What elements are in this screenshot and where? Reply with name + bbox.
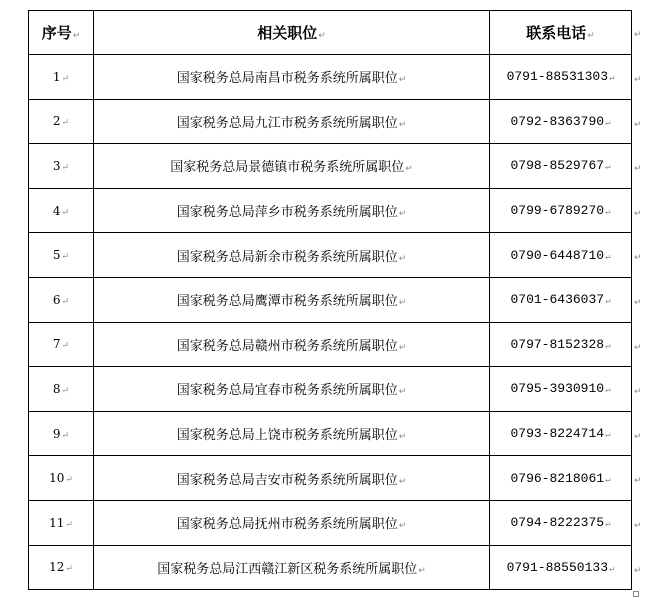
cell-position: 国家税务总局赣州市税务系统所属职位↵: [94, 322, 490, 367]
row-end-mark: ↵: [634, 208, 642, 219]
cell-end-mark: ↵: [61, 118, 70, 129]
cell-end-mark: ↵: [61, 385, 70, 396]
table-row: [29, 411, 632, 456]
cell-end-mark: ↵: [61, 341, 70, 352]
table-row: [29, 500, 632, 545]
table-row: [29, 188, 632, 233]
table-row: [29, 144, 632, 189]
cell-index: 10↵: [29, 456, 94, 501]
row-end-mark: ↵: [634, 476, 642, 487]
table-row: [29, 545, 632, 590]
cell-index: 3↵: [29, 144, 94, 189]
row-end-mark: ↵: [634, 298, 642, 308]
cell-phone: 0796-8218061↵: [490, 456, 632, 501]
cell-end-mark: ↵: [609, 563, 615, 574]
cell-end-mark: ↵: [398, 476, 407, 487]
cell-position: 国家税务总局吉安市税务系统所属职位↵: [94, 456, 490, 501]
table-row: [29, 322, 632, 367]
cell-end-mark: ↵: [398, 387, 407, 398]
cell-end-mark: ↵: [61, 207, 70, 218]
cell-index: 12↵: [29, 545, 94, 590]
cell-end-mark: ↵: [318, 31, 326, 41]
header-row: [29, 11, 632, 55]
table-row: [29, 55, 632, 100]
cell-position: 国家税务总局宜春市税务系统所属职位↵: [94, 367, 490, 412]
cell-index: 1↵: [29, 55, 94, 100]
cell-index: 2↵: [29, 99, 94, 144]
cell-end-mark: ↵: [605, 385, 611, 396]
cell-position: 国家税务总局江西赣江新区税务系统所属职位↵: [94, 545, 490, 590]
cell-end-mark: ↵: [61, 252, 70, 263]
cell-end-mark: ↵: [605, 207, 611, 218]
end-of-cell-box: [633, 591, 639, 597]
cell-end-mark: ↵: [398, 432, 407, 443]
table-row: [29, 99, 632, 144]
cell-end-mark: ↵: [398, 119, 407, 130]
cell-end-mark: ↵: [398, 209, 407, 220]
cell-end-mark: ↵: [605, 430, 611, 441]
row-end-mark: ↵: [634, 565, 642, 576]
row-end-mark: ↵: [634, 521, 642, 531]
row-end-mark: ↵: [634, 75, 642, 85]
cell-end-mark: ↵: [398, 253, 407, 264]
contact-table: [28, 10, 632, 590]
cell-index: 11↵: [29, 500, 94, 545]
cell-end-mark: ↵: [605, 117, 611, 128]
row-end-mark: ↵: [634, 431, 642, 442]
cell-end-mark: ↵: [609, 73, 615, 84]
header-index: 序号↵: [29, 11, 94, 55]
header-position: 相关职位↵: [94, 11, 490, 55]
cell-position: 国家税务总局景德镇市税务系统所属职位↵: [94, 144, 490, 189]
cell-end-mark: ↵: [61, 296, 70, 307]
cell-end-mark: ↵: [605, 296, 611, 307]
row-end-mark: ↵: [634, 387, 642, 398]
header-phone: 联系电话↵: [490, 11, 632, 55]
cell-end-mark: ↵: [398, 521, 407, 532]
cell-end-mark: ↵: [398, 298, 407, 309]
table-row: [29, 233, 632, 278]
cell-position: 国家税务总局九江市税务系统所属职位↵: [94, 99, 490, 144]
cell-end-mark: ↵: [418, 565, 426, 576]
cell-phone: 0793-8224714↵: [490, 411, 632, 456]
cell-end-mark: ↵: [65, 519, 73, 530]
row-end-mark: ↵: [634, 253, 642, 264]
cell-phone: 0790-6448710↵: [490, 233, 632, 278]
cell-index: 6↵: [29, 277, 94, 322]
cell-index: 8↵: [29, 367, 94, 412]
cell-end-mark: ↵: [398, 75, 407, 86]
cell-index: 9↵: [29, 411, 94, 456]
cell-end-mark: ↵: [605, 519, 611, 530]
table-row: [29, 277, 632, 322]
cell-position: 国家税务总局南昌市税务系统所属职位↵: [94, 55, 490, 100]
table-row: [29, 367, 632, 412]
cell-phone: 0799-6789270↵: [490, 188, 632, 233]
cell-end-mark: ↵: [65, 475, 73, 486]
cell-end-mark: ↵: [605, 340, 611, 351]
cell-position: 国家税务总局新余市税务系统所属职位↵: [94, 233, 490, 278]
cell-phone: 0701-6436037↵: [490, 277, 632, 322]
cell-end-mark: ↵: [398, 342, 407, 353]
cell-phone: 0791-88550133↵: [490, 545, 632, 590]
cell-index: 5↵: [29, 233, 94, 278]
cell-index: 7↵: [29, 322, 94, 367]
cell-position: 国家税务总局鹰潭市税务系统所属职位↵: [94, 277, 490, 322]
cell-position: 国家税务总局上饶市税务系统所属职位↵: [94, 411, 490, 456]
cell-phone: 0795-3930910↵: [490, 367, 632, 412]
cell-phone: 0794-8222375↵: [490, 500, 632, 545]
cell-end-mark: ↵: [587, 31, 595, 41]
table-row: [29, 456, 632, 501]
cell-phone: 0792-8363790↵: [490, 99, 632, 144]
cell-phone: 0791-88531303↵: [490, 55, 632, 100]
cell-end-mark: ↵: [61, 430, 70, 441]
cell-end-mark: ↵: [61, 73, 70, 84]
cell-end-mark: ↵: [605, 474, 611, 485]
row-end-mark: ↵: [634, 342, 642, 353]
cell-phone: 0798-8529767↵: [490, 144, 632, 189]
cell-position: 国家税务总局抚州市税务系统所属职位↵: [94, 500, 490, 545]
row-end-mark: ↵: [634, 119, 642, 130]
cell-end-mark: ↵: [61, 162, 70, 173]
cell-end-mark: ↵: [605, 251, 611, 262]
cell-end-mark: ↵: [72, 31, 81, 41]
cell-position: 国家税务总局萍乡市税务系统所属职位↵: [94, 188, 490, 233]
cell-end-mark: ↵: [405, 164, 413, 175]
cell-end-mark: ↵: [605, 162, 611, 173]
cell-phone: 0797-8152328↵: [490, 322, 632, 367]
cell-end-mark: ↵: [65, 564, 73, 575]
row-end-mark: ↵: [634, 30, 642, 40]
row-end-mark: ↵: [634, 164, 642, 175]
cell-index: 4↵: [29, 188, 94, 233]
